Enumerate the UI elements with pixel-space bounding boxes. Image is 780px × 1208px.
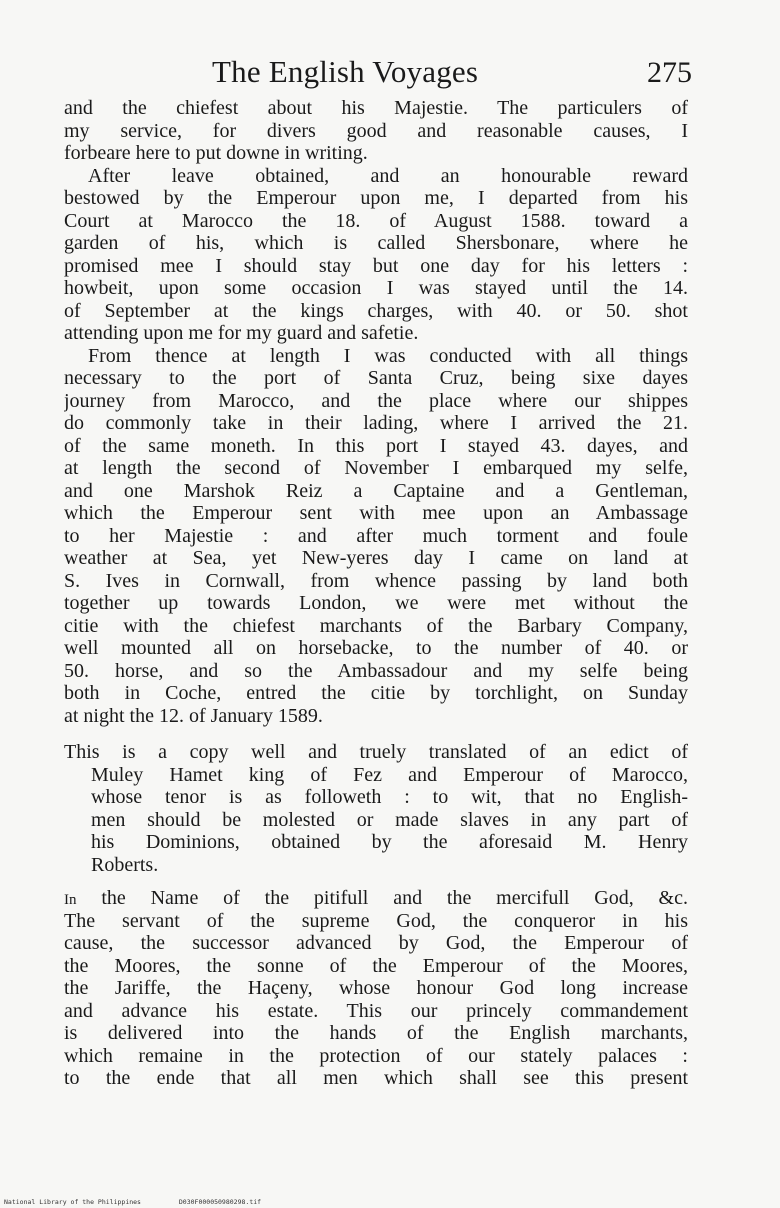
text-line: and one Marshok Reiz a Captaine and a Gentleman, bbox=[64, 479, 688, 502]
scan-footer bbox=[4, 1198, 295, 1206]
text-line: the Jariffe, the Haçeny, whose honour God long increase bbox=[64, 977, 688, 999]
text-line: which the Emperour sent with mee upon an Ambassage bbox=[64, 502, 688, 524]
body-paragraph-voyage bbox=[64, 97, 688, 727]
small-caps-initial: In bbox=[64, 892, 77, 908]
page-header bbox=[212, 54, 692, 94]
text-line: After leave obtained, and an honourable reward bbox=[88, 164, 688, 187]
scan-filename: D030F000050980298.tif bbox=[178, 1198, 262, 1206]
text-line: This is a copy well and truely translated of an edict of bbox=[64, 741, 688, 763]
text-line: 50. horse, and so the Ambassadour and my selfe being bbox=[64, 659, 688, 682]
text-line: journey from Marocco, and the place where our shippes bbox=[64, 389, 688, 412]
text-line: The servant of the supreme God, the conqueror in his bbox=[64, 909, 688, 932]
text-line bbox=[64, 887, 688, 910]
text-line: and advance his estate. This our princely commandement bbox=[64, 999, 688, 1022]
text-line: necessary to the port of Santa Cruz, being sixe dayes bbox=[64, 367, 688, 389]
edict-text-paragraph bbox=[64, 887, 688, 1090]
text-line: and the chiefest about his Majestie. The particulers of bbox=[64, 97, 688, 119]
text-line: Court at Marocco the 18. of August 1588. toward a bbox=[64, 209, 688, 232]
text-line: whose tenor is as followeth : to wit, that no English- bbox=[91, 786, 688, 808]
text-line: well mounted all on horsebacke, to the number of 40. or bbox=[64, 637, 688, 659]
library-credit: National Library of the Philippines bbox=[4, 1198, 141, 1206]
page-number: 275 bbox=[647, 56, 692, 89]
edict-heading-paragraph bbox=[64, 741, 688, 876]
text-line: which remaine in the protection of our stately palaces : bbox=[64, 1044, 688, 1067]
text-line: From thence at length I was conducted with all things bbox=[88, 344, 688, 367]
text-line: both in Coche, entred the citie by torchlight, on Sunday bbox=[64, 682, 688, 704]
text-line: weather at Sea, yet New-yeres day I came on land at bbox=[64, 547, 688, 569]
text-line: promised mee I should stay but one day for his letters : bbox=[64, 254, 688, 277]
text-line: do commonly take in their lading, where I arrived the 21. bbox=[64, 412, 688, 434]
text-line: garden of his, which is called Shersbonare, where he bbox=[64, 232, 688, 254]
text-line: men should be molested or made slaves in any part of bbox=[91, 808, 688, 831]
text-line: howbeit, upon some occasion I was stayed until the 14. bbox=[64, 277, 688, 299]
text-line: the Moores, the sonne of the Emperour of the Moores, bbox=[64, 954, 688, 977]
text-line: citie with the chiefest marchants of the Barbary Company, bbox=[64, 614, 688, 637]
text-line: to her Majestie : and after much torment and foule bbox=[64, 524, 688, 547]
text-line: S. Ives in Cornwall, from whence passing by land both bbox=[64, 569, 688, 592]
line-text: the Name of the pitifull and the mercifull God, &c. bbox=[76, 887, 688, 909]
text-line: to the ende that all men which shall see this present bbox=[64, 1067, 688, 1089]
text-line: of September at the kings charges, with 40. or 50. shot bbox=[64, 299, 688, 322]
text-line: Muley Hamet king of Fez and Emperour of Marocco, bbox=[91, 763, 688, 786]
running-title: The English Voyages bbox=[212, 54, 479, 89]
text-line: cause, the successor advanced by God, the Emperour of bbox=[64, 932, 688, 954]
text-line: at length the second of November I embarqued my selfe, bbox=[64, 457, 688, 479]
text-line: of the same moneth. In this port I stayed 43. dayes, and bbox=[64, 434, 688, 457]
text-line: Roberts. bbox=[91, 853, 159, 876]
text-line: forbeare here to put downe in writing. bbox=[64, 142, 368, 164]
text-line: bestowed by the Emperour upon me, I departed from his bbox=[64, 187, 688, 209]
text-line: attending upon me for my guard and safetie. bbox=[64, 322, 419, 344]
text-line: my service, for divers good and reasonable causes, I bbox=[64, 119, 688, 142]
text-line: his Dominions, obtained by the aforesaid M. Henry bbox=[91, 831, 688, 853]
text-line: at night the 12. of January 1589. bbox=[64, 704, 323, 727]
text-line: together up towards London, we were met without the bbox=[64, 592, 688, 614]
text-line: is delivered into the hands of the English marchants, bbox=[64, 1022, 688, 1044]
